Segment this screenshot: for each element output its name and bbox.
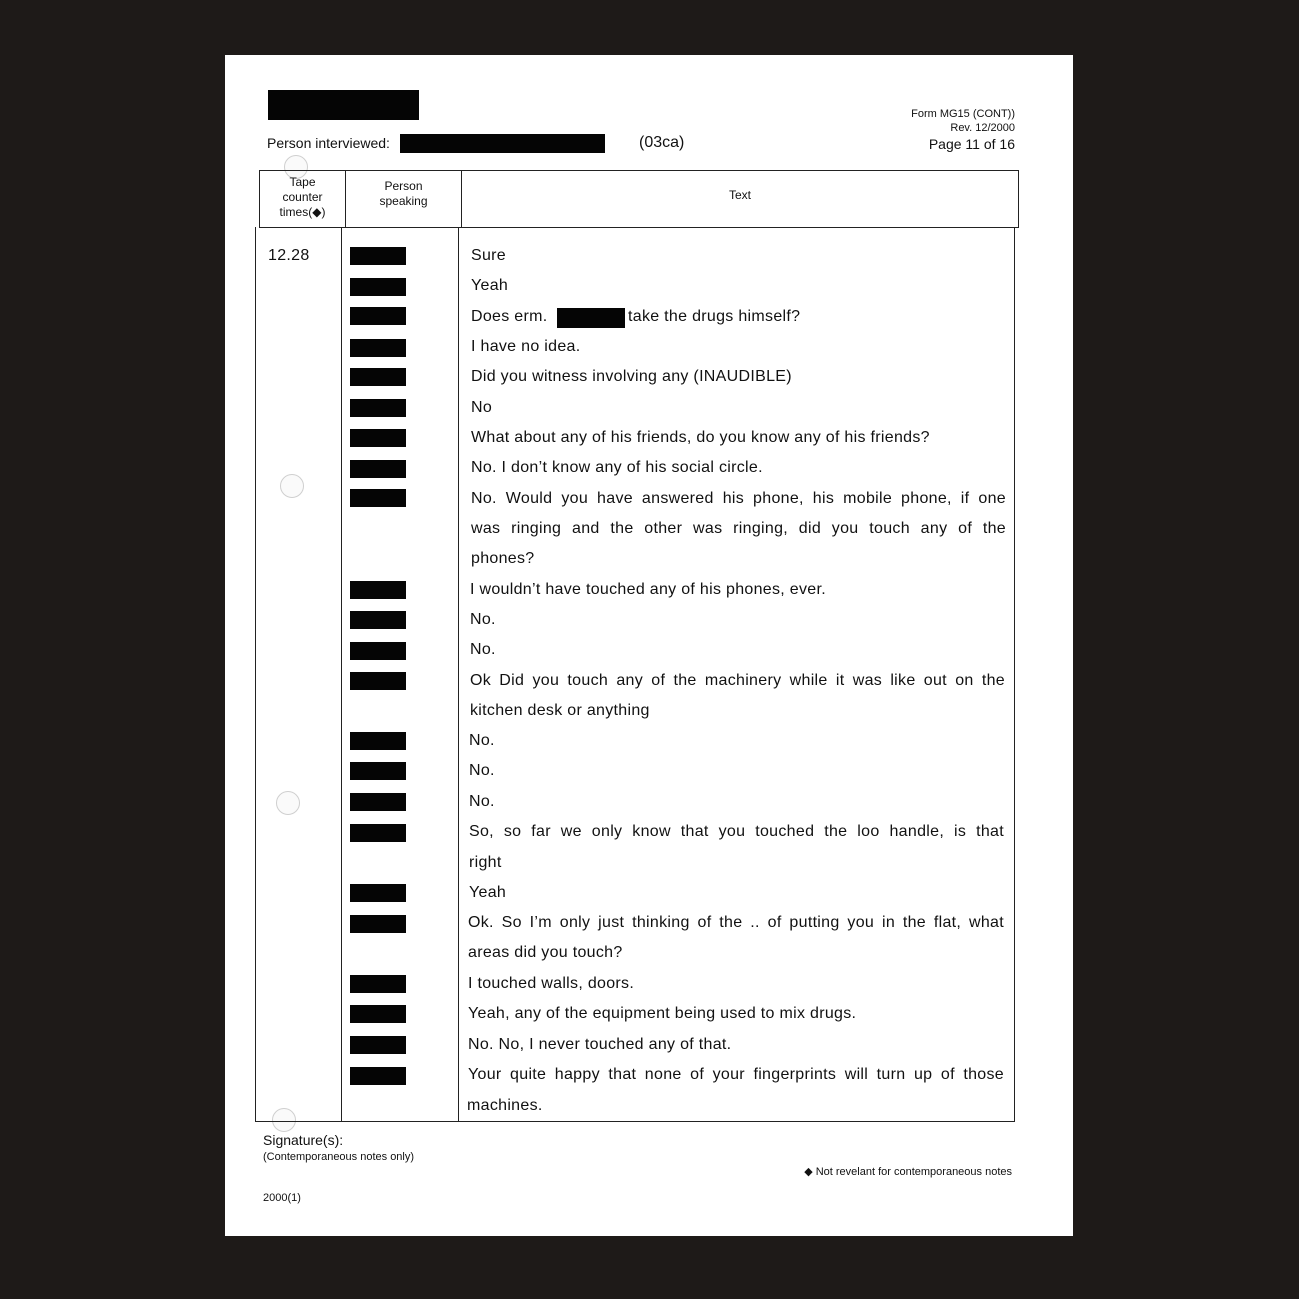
redacted-header-block [268, 90, 419, 120]
transcript-line: I have no idea. [471, 338, 581, 355]
transcript-line: I wouldn’t have touched any of his phones, ever. [470, 581, 826, 598]
person-interviewed-label: Person interviewed: [267, 135, 390, 151]
signature-note: (Contemporaneous notes only) [263, 1151, 415, 1163]
transcript-line: phones? [471, 550, 535, 567]
redacted-speaker [350, 884, 406, 902]
transcript-line: Yeah [471, 277, 509, 294]
transcript-line: No [471, 399, 493, 416]
redacted-speaker [350, 1067, 406, 1085]
transcript-line: was ringing and the other was ringing, did you touch any of the [471, 520, 1006, 537]
redacted-speaker [350, 732, 406, 750]
redacted-speaker [350, 581, 406, 599]
transcript-line: No. [470, 611, 496, 628]
redacted-speaker [350, 247, 406, 265]
redacted-speaker [350, 339, 406, 357]
redacted-speaker [350, 762, 406, 780]
transcript-line: Yeah [469, 884, 507, 901]
transcript-line: Sure [471, 247, 506, 264]
page-number: Page 11 of 16 [928, 136, 1015, 152]
punch-hole [276, 791, 300, 815]
column-header-person-speaking: Person speaking [379, 179, 428, 208]
transcript-line: right [469, 854, 502, 871]
redacted-speaker [350, 307, 406, 325]
redacted-speaker [350, 278, 406, 296]
transcript-line: Does erm. [471, 308, 548, 325]
redacted-speaker [350, 793, 406, 811]
column-header-text: Text [728, 188, 751, 202]
transcript-line: No. [469, 762, 495, 779]
redacted-speaker [350, 399, 406, 417]
form-revision: Rev. 12/2000 [950, 122, 1015, 134]
punch-hole [280, 474, 304, 498]
transcript-line: Your quite happy that none of your fingerprints will turn up of those [468, 1066, 1004, 1083]
redacted-speaker [350, 1005, 406, 1023]
transcript-line: No. No, I never touched any of that. [468, 1036, 732, 1053]
transcript-line: areas did you touch? [468, 944, 623, 961]
redacted-name-inline [557, 308, 625, 328]
redacted-speaker [350, 368, 406, 386]
transcript-line: I touched walls, doors. [468, 975, 635, 992]
transcript-line: No. [469, 732, 495, 749]
transcript-line: So, so far we only know that you touched the loo handle, is that [469, 823, 1004, 840]
transcript-line: Yeah, any of the equipment being used to mix drugs. [468, 1005, 857, 1022]
punch-hole [272, 1108, 296, 1132]
tape-counter-time: 12.28 [268, 247, 310, 264]
redacted-speaker [350, 611, 406, 629]
redacted-speaker [350, 915, 406, 933]
transcript-line: Ok. So I’m only just thinking of the .. of putting you in the flat, what [468, 914, 1004, 931]
transcript-line: No. [469, 793, 495, 810]
transcript-line: kitchen desk or anything [470, 702, 650, 719]
transcript-line: machines. [467, 1097, 543, 1114]
redacted-speaker [350, 489, 406, 507]
transcript-line: Did you witness involving any (INAUDIBLE) [471, 368, 792, 385]
transcript-line: Ok Did you touch any of the machinery while it was like out on the [470, 672, 1005, 689]
document-page [225, 55, 1073, 1236]
redacted-speaker [350, 642, 406, 660]
redacted-person-name [400, 134, 605, 153]
redacted-speaker [350, 824, 406, 842]
transcript-line: No. [470, 641, 496, 658]
column-header-tape-counter: Tape counter times(◆) [279, 175, 326, 219]
transcript-line: take the drugs himself? [628, 308, 801, 325]
redacted-speaker [350, 975, 406, 993]
interview-code: (03ca) [639, 134, 685, 151]
redacted-speaker [350, 1036, 406, 1054]
form-code: 2000(1) [263, 1192, 301, 1204]
transcript-line: No. Would you have answered his phone, his mobile phone, if one [471, 490, 1006, 507]
transcript-line: What about any of his friends, do you know any of his friends? [471, 429, 930, 446]
redacted-speaker [350, 672, 406, 690]
redacted-speaker [350, 460, 406, 478]
form-number: Form MG15 (CONT)) [911, 108, 1015, 120]
redacted-speaker [350, 429, 406, 447]
transcript-line: No. I don’t know any of his social circle. [471, 459, 763, 476]
signature-label: Signature(s): [263, 1132, 344, 1148]
footnote: ◆ Not revelant for contemporaneous notes [804, 1166, 1012, 1178]
